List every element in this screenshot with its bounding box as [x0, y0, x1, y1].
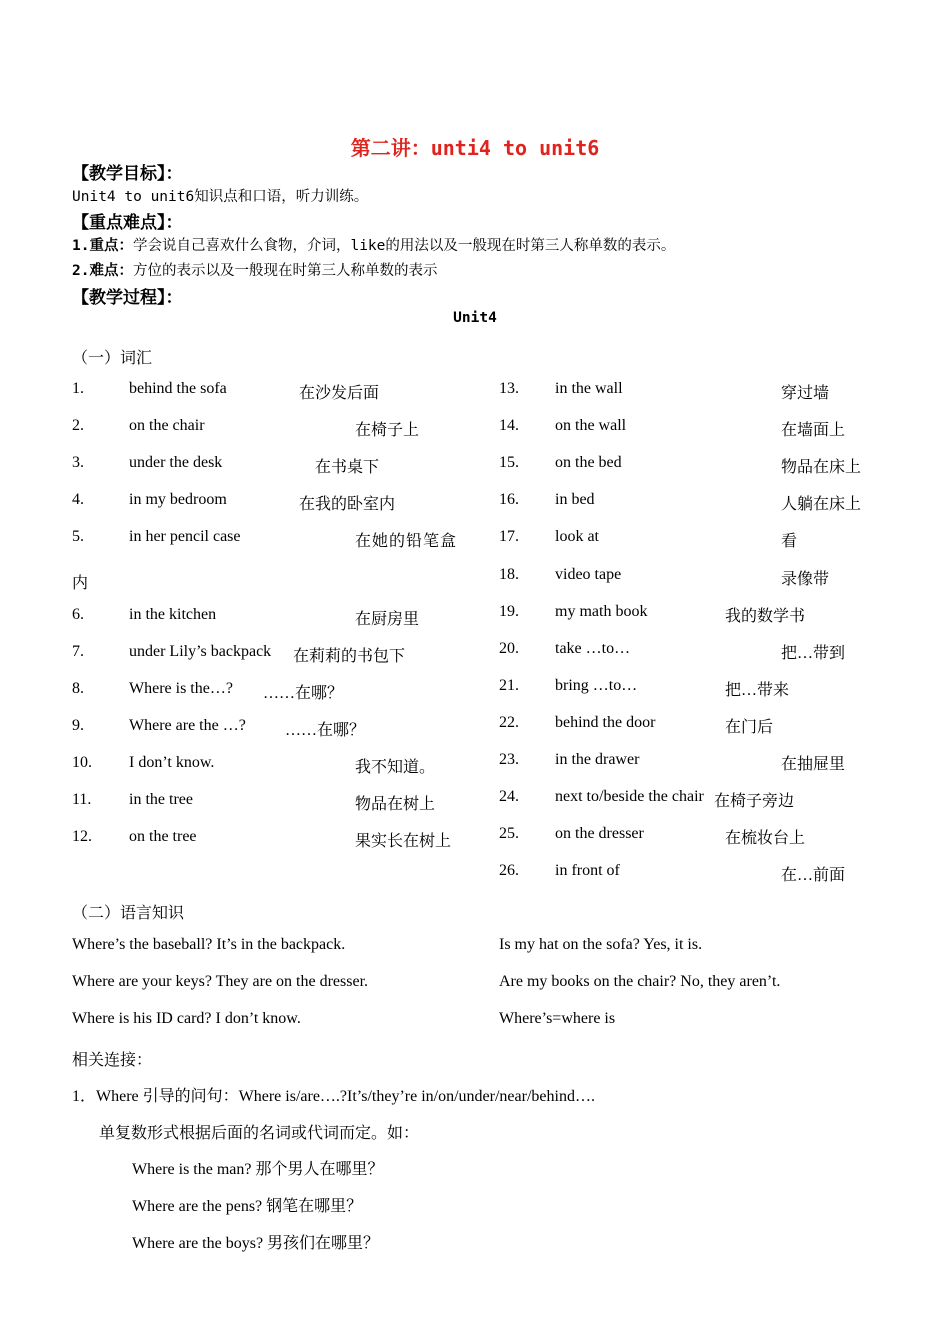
vocab-number: 24.	[499, 788, 519, 805]
vocab-number: 25.	[499, 825, 519, 842]
vocab-english: under Lily’s backpack	[129, 643, 272, 660]
vocab-number: 3.	[72, 454, 84, 471]
vocab-chinese: 物品在树上	[355, 796, 436, 813]
vocab-number: 20.	[499, 640, 519, 657]
vocab-chinese: 物品在床上	[781, 459, 862, 476]
vocab-english: next to/beside the chair	[555, 788, 704, 805]
vocab-english: I don’t know.	[129, 754, 215, 771]
language-left-2: Where are your keys? They are on the dresser.	[72, 973, 369, 990]
vocab-chinese: 我不知道。	[355, 759, 436, 776]
vocab-chinese: 在书桌下	[315, 459, 380, 476]
vocab-chinese: 内	[72, 575, 89, 592]
vocab-number: 16.	[499, 491, 519, 508]
vocab-chinese: 在我的卧室内	[299, 496, 396, 513]
vocab-english: on the chair	[129, 417, 205, 434]
vocab-chinese: 在莉莉的书包下	[293, 648, 406, 665]
vocab-english: Where are the …?	[129, 717, 246, 734]
language-right-3: Where’s=where is	[499, 1010, 616, 1027]
vocab-chinese: 在抽屉里	[781, 756, 846, 773]
vocab-english: in the tree	[129, 791, 193, 808]
vocab-chinese: 录像带	[781, 571, 830, 588]
vocab-chinese: 在门后	[725, 719, 774, 736]
language-heading: （二）语言知识	[72, 905, 185, 922]
related-heading: 相关连接：	[72, 1052, 153, 1069]
vocab-number: 2.	[72, 417, 84, 434]
vocab-chinese: 看	[781, 533, 798, 550]
vocab-number: 1.	[72, 380, 84, 397]
goal-heading: 【教学目标】：	[72, 164, 183, 183]
key-point-2-text: 方位的表示以及一般现在时第三人称单数的表示	[132, 263, 438, 279]
vocab-chinese: 把…带到	[781, 645, 846, 662]
vocab-number: 26.	[499, 862, 519, 879]
vocab-number: 11.	[72, 791, 92, 808]
vocab-chinese: 穿过墙	[781, 385, 830, 402]
vocab-number: 12.	[72, 828, 92, 845]
related-example-1: Where is the man? 那个男人在哪里？	[132, 1161, 384, 1178]
vocab-chinese: ……在哪？	[263, 685, 344, 702]
vocab-chinese: 在…前面	[781, 867, 846, 884]
vocab-chinese: 果实长在树上	[355, 833, 452, 850]
vocab-english: take …to…	[555, 640, 631, 657]
vocab-english: in bed	[555, 491, 595, 508]
vocab-english: in the wall	[555, 380, 623, 397]
vocab-english: in the drawer	[555, 751, 640, 768]
vocab-number: 18.	[499, 566, 519, 583]
key-point-1	[72, 234, 675, 255]
vocab-english: behind the door	[555, 714, 656, 731]
related-example-3: Where are the boys? 男孩们在哪里？	[132, 1235, 380, 1252]
vocab-number: 10.	[72, 754, 92, 771]
vocab-english: behind the sofa	[129, 380, 227, 397]
goal-text: Unit4 to unit6知识点和口语，听力训练。	[72, 189, 369, 205]
key-point-2-label: 2.难点：	[72, 263, 133, 279]
related-example-2: Where are the pens? 钢笔在哪里？	[132, 1198, 363, 1215]
vocab-english: in front of	[555, 862, 620, 879]
vocab-english: on the tree	[129, 828, 197, 845]
vocab-english: under the desk	[129, 454, 223, 471]
language-left-3: Where is his ID card? I don’t know.	[72, 1010, 301, 1027]
vocab-chinese: 把…带来	[725, 682, 790, 699]
vocab-english: in my bedroom	[129, 491, 227, 508]
vocab-chinese: 在椅子旁边	[714, 793, 795, 810]
vocab-number: 6.	[72, 606, 84, 623]
vocab-number: 22.	[499, 714, 519, 731]
vocab-heading: （一）词汇	[72, 350, 153, 367]
vocab-chinese: 在沙发后面	[299, 385, 380, 402]
vocab-number: 17.	[499, 528, 519, 545]
vocab-chinese: 在墙面上	[781, 422, 846, 439]
vocab-number: 15.	[499, 454, 519, 471]
language-right-2: Are my books on the chair? No, they aren’t.	[499, 973, 781, 990]
key-point-1-text: 学会说自己喜欢什么食物，介词，like的用法以及一般现在时第三人称单数的表示。	[132, 238, 676, 254]
related-item-1: 1．Where 引导的问句：Where is/are….?It’s/they’re in/on/under/near/behind….	[72, 1088, 595, 1105]
vocab-english: my math book	[555, 603, 648, 620]
vocab-chinese: 在梳妆台上	[725, 830, 806, 847]
vocab-number: 14.	[499, 417, 519, 434]
vocab-chinese: 在厨房里	[355, 611, 420, 628]
vocab-number: 9.	[72, 717, 84, 734]
language-left-1: Where’s the baseball? It’s in the backpack.	[72, 936, 346, 953]
related-note: 单复数形式根据后面的名词或代词而定。如：	[99, 1125, 420, 1142]
vocab-english: on the wall	[555, 417, 627, 434]
key-point-1-label: 1.重点：	[72, 238, 133, 254]
vocab-english: look at	[555, 528, 599, 545]
vocab-number: 5.	[72, 528, 84, 545]
vocab-english: on the bed	[555, 454, 622, 471]
vocab-number: 13.	[499, 380, 519, 397]
vocab-chinese: 在她的铅笔盒	[355, 533, 458, 550]
vocab-number: 4.	[72, 491, 84, 508]
vocab-english: in the kitchen	[129, 606, 217, 623]
vocab-english: in her pencil case	[129, 528, 241, 545]
vocab-english: on the dresser	[555, 825, 644, 842]
language-right-1: Is my hat on the sofa? Yes, it is.	[499, 936, 703, 953]
process-heading: 【教学过程】：	[72, 288, 183, 307]
vocab-english: bring …to…	[555, 677, 638, 694]
vocab-chinese: 人躺在床上	[781, 496, 862, 513]
key-point-2	[72, 259, 437, 280]
vocab-number: 23.	[499, 751, 519, 768]
vocab-number: 8.	[72, 680, 84, 697]
vocab-number: 7.	[72, 643, 84, 660]
vocab-number: 19.	[499, 603, 519, 620]
vocab-english: video tape	[555, 566, 622, 583]
vocab-english: Where is the…?	[129, 680, 233, 697]
vocab-number: 21.	[499, 677, 519, 694]
vocab-chinese: 在椅子上	[355, 422, 420, 439]
page-title: 第二讲：unti4 to unit6	[350, 136, 600, 160]
key-heading: 【重点难点】：	[72, 213, 183, 232]
vocab-chinese: ……在哪？	[285, 722, 366, 739]
unit-heading: Unit4	[453, 310, 497, 326]
vocab-chinese: 我的数学书	[725, 608, 806, 625]
